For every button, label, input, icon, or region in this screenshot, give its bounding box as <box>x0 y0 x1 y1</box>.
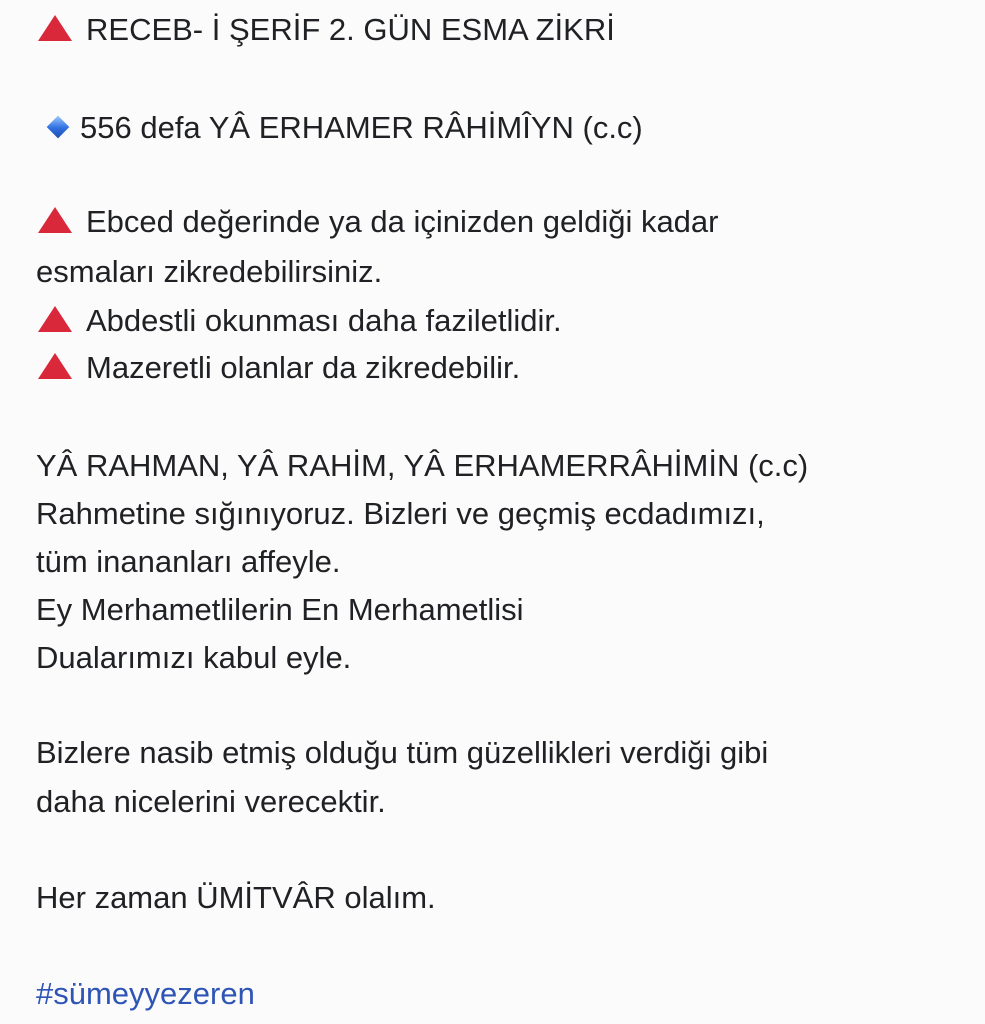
note-1-continuation <box>36 254 382 290</box>
dua-text: Ey Merhametlilerin En Merhametlisi <box>36 592 524 627</box>
closing-line-2 <box>36 784 386 820</box>
dua-text: Dualarımızı kabul eyle. <box>36 640 352 675</box>
closing-text: Bizlere nasib etmiş olduğu tüm güzellikleri verdiği gibi <box>36 735 769 770</box>
note-2-text: Abdestli okunması daha faziletlidir. <box>86 303 562 338</box>
post-title-line <box>36 12 615 48</box>
post-title: RECEB- İ ŞERİF 2. GÜN ESMA ZİKRİ <box>86 12 615 47</box>
dua-line-5 <box>36 640 351 676</box>
esma-line <box>36 110 643 146</box>
note-1-text-a: Ebced değerinde ya da içinizden geldiği kadar <box>86 204 719 239</box>
note-1-line <box>36 204 719 240</box>
dua-text: Rahmetine sığınıyoruz. Bizleri ve geçmiş ecdadımızı, <box>36 496 765 531</box>
esma-text: 556 defa YÂ ERHAMER RÂHİMÎYN (c.c) <box>80 110 643 145</box>
dua-line-4 <box>36 592 524 628</box>
red-triangle-icon <box>38 353 72 379</box>
hashtag-line <box>36 976 255 1012</box>
note-2-line <box>36 303 562 339</box>
hope-text: Her zaman ÜMİTVÂR olalım. <box>36 880 436 915</box>
hashtag-link[interactable]: #sümeyyezeren <box>36 976 255 1011</box>
note-3-line <box>36 350 520 386</box>
dua-text: YÂ RAHMAN, YÂ RAHİM, YÂ ERHAMERRÂHİMİN (c.c) <box>36 448 809 483</box>
note-3-text: Mazeretli olanlar da zikredebilir. <box>86 350 521 385</box>
dua-line-1 <box>36 448 808 484</box>
closing-line-1 <box>36 735 768 771</box>
closing-text: daha nicelerini verecektir. <box>36 784 386 819</box>
dua-text: tüm inananları affeyle. <box>36 544 341 579</box>
red-triangle-icon <box>38 306 72 332</box>
red-triangle-icon <box>38 207 72 233</box>
note-1-text-b: esmaları zikredebilirsiniz. <box>36 254 383 289</box>
dua-line-2 <box>36 496 765 532</box>
blue-diamond-icon <box>47 116 70 139</box>
hope-line <box>36 880 436 916</box>
red-triangle-icon <box>38 15 72 41</box>
dua-line-3 <box>36 544 340 580</box>
